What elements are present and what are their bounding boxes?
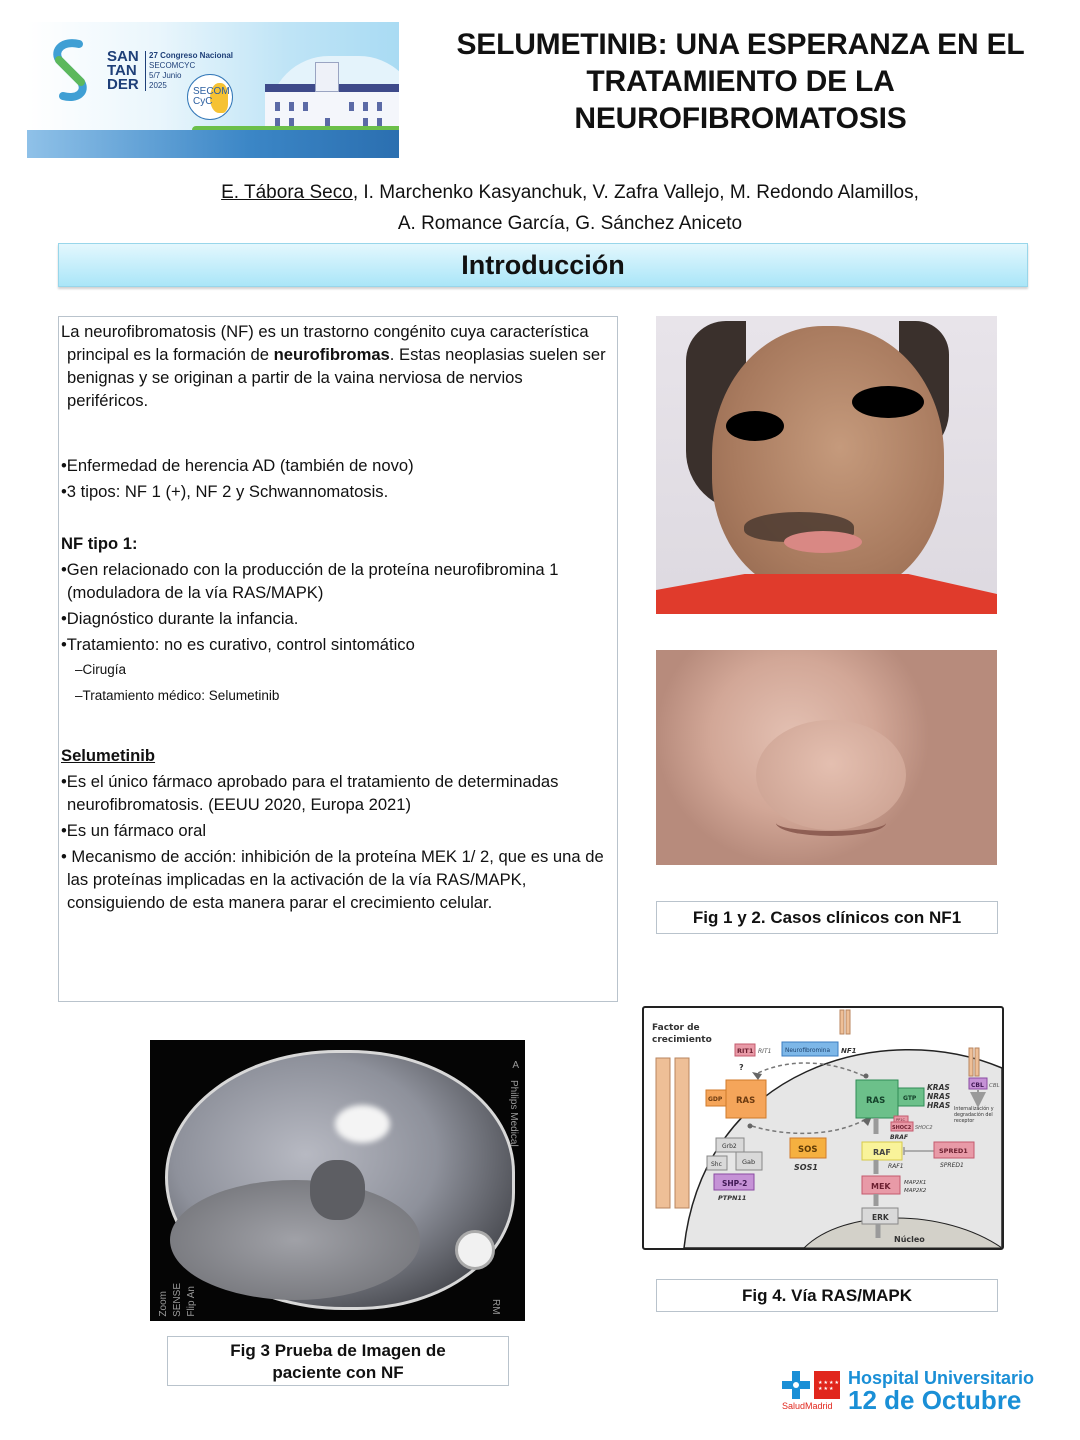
hospital-name-line1: Hospital Universitario — [848, 1368, 1035, 1388]
caption-line: Fig 3 Prueba de Imagen de — [230, 1341, 446, 1360]
fig3-mri-image — [150, 1040, 525, 1321]
nf1-gene-label: NF1 — [841, 1047, 857, 1055]
nf1-heading: NF tipo 1: — [61, 534, 138, 553]
braf-label: BRAF — [890, 1134, 908, 1141]
ras-active-label: RAS — [866, 1096, 886, 1106]
pp1c-label: PP1C — [896, 1118, 905, 1122]
receptor-bar — [656, 1058, 670, 1208]
raf-label: RAF — [873, 1148, 891, 1157]
gab-label: Gab — [742, 1158, 756, 1166]
intro-text: La neurofibromatosis (NF) es un trastorno congénito cuya característica principal es la formación de — [61, 322, 589, 364]
fig12-caption: Fig 1 y 2. Casos clínicos con NF1 — [656, 901, 998, 934]
secom-text: SECOM — [193, 86, 230, 97]
selumetinib-heading: Selumetinib — [61, 746, 156, 765]
window — [303, 102, 308, 111]
bullet-item: •Es un fármaco oral — [61, 821, 207, 840]
face — [712, 326, 944, 596]
growth-factor-label: crecimiento — [652, 1035, 712, 1045]
gtp-label: GTP — [903, 1095, 917, 1102]
cbl-gene-label: CBL — [989, 1083, 1000, 1089]
mri-label: SENSE — [172, 1283, 183, 1317]
sub-item: –Cirugía — [75, 662, 127, 677]
pathway-svg — [644, 1008, 1002, 1248]
salud-madrid-cross-icon — [782, 1371, 810, 1399]
sos-label: SOS — [798, 1145, 818, 1155]
hospital-logo — [782, 1368, 1052, 1418]
intro-paragraph — [61, 320, 607, 412]
caption-line: paciente con NF — [272, 1363, 404, 1382]
growth-factor-label: Factor de — [652, 1023, 700, 1033]
red-shirt — [656, 574, 997, 614]
fig1-patient-face-photo — [656, 316, 997, 614]
hospital-name-line2: 12 de Octubre — [848, 1385, 1022, 1415]
lips — [784, 531, 862, 553]
bullet-item: •Gen relacionado con la producción de la proteína neurofibromina 1 (moduladora de la vía RAS/MAPK) — [61, 560, 559, 602]
arrowhead — [752, 1072, 762, 1080]
gdp-label: GDP — [708, 1096, 723, 1103]
fig4-ras-mapk-diagram — [642, 1006, 1004, 1250]
bullet-item: •Diagnóstico durante la infancia. — [61, 609, 299, 628]
arrow-origin-dot — [748, 1124, 753, 1129]
window — [275, 102, 280, 111]
intro-text: . Estas neoplasias suelen ser benignas y se originan a partir de la vaina nerviosa de nervios periféricos. — [67, 345, 606, 410]
authors — [100, 177, 1040, 239]
shc-label: Shc — [711, 1161, 722, 1168]
first-author: E. Tábora Seco — [221, 182, 353, 203]
question-mark: ? — [739, 1063, 744, 1072]
eye-censor-bar — [852, 386, 924, 418]
orbit — [455, 1230, 495, 1270]
santander-s-logo-icon — [49, 38, 91, 102]
salud-text: Salud — [782, 1401, 806, 1411]
shoc2-label: SHOC2 — [892, 1125, 912, 1131]
fig2-nose-photo — [656, 650, 997, 865]
arrow-origin-dot — [864, 1074, 869, 1079]
nostril — [776, 810, 886, 836]
secom-logo-text — [193, 87, 230, 107]
eye-censor-bar — [726, 411, 784, 441]
banner-band — [27, 130, 399, 158]
nf1-receptor — [840, 1010, 844, 1034]
window — [289, 102, 294, 111]
palace-tower — [315, 62, 339, 92]
congress-name: 27 Congreso Nacional — [149, 51, 234, 60]
bullet-item: • Mecanismo de acción: inhibición de la proteína MEK 1/ 2, que es una de las proteínas implicadas en la activación de la vía RAS/MAPK, consiguiendo de esta manera parar el crecimiento celular. — [61, 847, 604, 912]
section-header-introduccion: Introducción — [58, 243, 1028, 287]
santander-wordmark — [107, 50, 139, 92]
bullet-item: •Enfermedad de herencia AD (también de novo) — [61, 456, 414, 475]
mri-label: Flip An — [186, 1286, 197, 1317]
sos1-label: SOS1 — [794, 1163, 818, 1172]
madrid-text: Madrid — [805, 1401, 833, 1411]
cyc-text: CyC — [193, 96, 213, 107]
spred1-label: SPRED1 — [939, 1147, 968, 1155]
fig4-caption: Fig 4. Vía RAS/MAPK — [656, 1279, 998, 1312]
co-authors: , I. Marchenko Kasyanchuk, V. Zafra Vallejo, M. Redondo Alamillos, — [352, 182, 919, 203]
shp2-label: SHP-2 — [722, 1179, 748, 1188]
poster-title — [408, 26, 1073, 137]
intro-bold-term: neurofibromas — [273, 345, 390, 364]
ras-inactive-label: RAS — [736, 1096, 756, 1106]
window — [349, 102, 354, 111]
bullet-item: •3 tipos: NF 1 (+), NF 2 y Schwannomatosis. — [61, 482, 389, 501]
mek-gene-label: MAP2K1 — [904, 1180, 927, 1186]
lesion — [310, 1160, 365, 1220]
erk-label: ERK — [872, 1213, 889, 1222]
title-line: SELUMETINIB: UNA ESPERANZA EN EL — [456, 28, 1025, 61]
mek-gene-label: MAP2K2 — [904, 1188, 927, 1194]
wordmark-line: TAN — [107, 62, 137, 79]
bullet-item: •Tratamiento: no es curativo, control sintomático — [61, 635, 415, 654]
secomcyc-logo — [187, 74, 233, 120]
nucleus-label: Núcleo — [894, 1235, 925, 1244]
raf1-label: RAF1 — [888, 1163, 904, 1170]
co-authors-line2: A. Romance García, G. Sánchez Aniceto — [397, 213, 743, 234]
congress-year: 2025 — [149, 81, 167, 90]
ptpn11-label: PTPN11 — [718, 1194, 747, 1202]
ras-gene-label: KRAS — [927, 1083, 950, 1092]
mri-label: A — [512, 1060, 519, 1071]
title-line: TRATAMIENTO DE LA — [586, 65, 895, 98]
grb2-label: Grb2 — [722, 1143, 737, 1150]
shoc2-gene-label: SHOC2 — [915, 1125, 933, 1131]
window — [377, 102, 382, 111]
cbl-label: CBL — [971, 1082, 984, 1089]
internalization-label: receptor — [954, 1119, 975, 1124]
cerebellum — [170, 1180, 420, 1300]
nf1-receptor — [846, 1010, 850, 1034]
neurofibromina-label: Neurofibromina — [785, 1048, 830, 1054]
receptor-bar — [675, 1058, 689, 1208]
hyperintense-region — [335, 1105, 390, 1143]
mri-label: Zoom — [158, 1291, 169, 1317]
spred1-gene-label: SPRED1 — [940, 1162, 964, 1169]
mri-label: RM — [490, 1299, 501, 1315]
rit1-label: RIT1 — [737, 1047, 754, 1055]
window — [363, 102, 368, 111]
sub-item: –Tratamiento médico: Selumetinib — [75, 688, 280, 703]
wordmark-line: DER — [107, 76, 139, 93]
congress-banner — [27, 22, 399, 158]
congress-society: SECOMCYC — [149, 61, 196, 70]
internalization-label: degradación del — [954, 1113, 993, 1118]
fig3-caption — [167, 1336, 509, 1386]
wordmark-line: SAN — [107, 48, 139, 65]
palace-illustration — [265, 84, 399, 130]
ras-gene-label: NRAS — [927, 1092, 951, 1101]
mek-label: MEK — [871, 1182, 891, 1191]
ras-gene-label: HRAS — [927, 1101, 951, 1110]
salud-madrid-label — [782, 1401, 833, 1411]
rit1-gene-label: RIT1 — [758, 1048, 772, 1055]
cbl-receptor — [969, 1048, 973, 1076]
internalization-label: Internalización y — [954, 1107, 994, 1112]
bullet-item: •Es el único fármaco aprobado para el tratamiento de determinadas neurofibromatosis. (EEUU 2020, Europa 2021) — [61, 772, 559, 814]
comunidad-madrid-flag-icon: ★★★★ ★★★ — [814, 1371, 840, 1399]
mri-label: Philips Medical — [508, 1080, 519, 1147]
introduction-textbox — [58, 316, 618, 1002]
congress-dates: 5/7 Junio — [149, 71, 182, 80]
cbl-receptor — [975, 1048, 979, 1076]
title-line: NEUROFIBROMATOSIS — [574, 102, 907, 135]
